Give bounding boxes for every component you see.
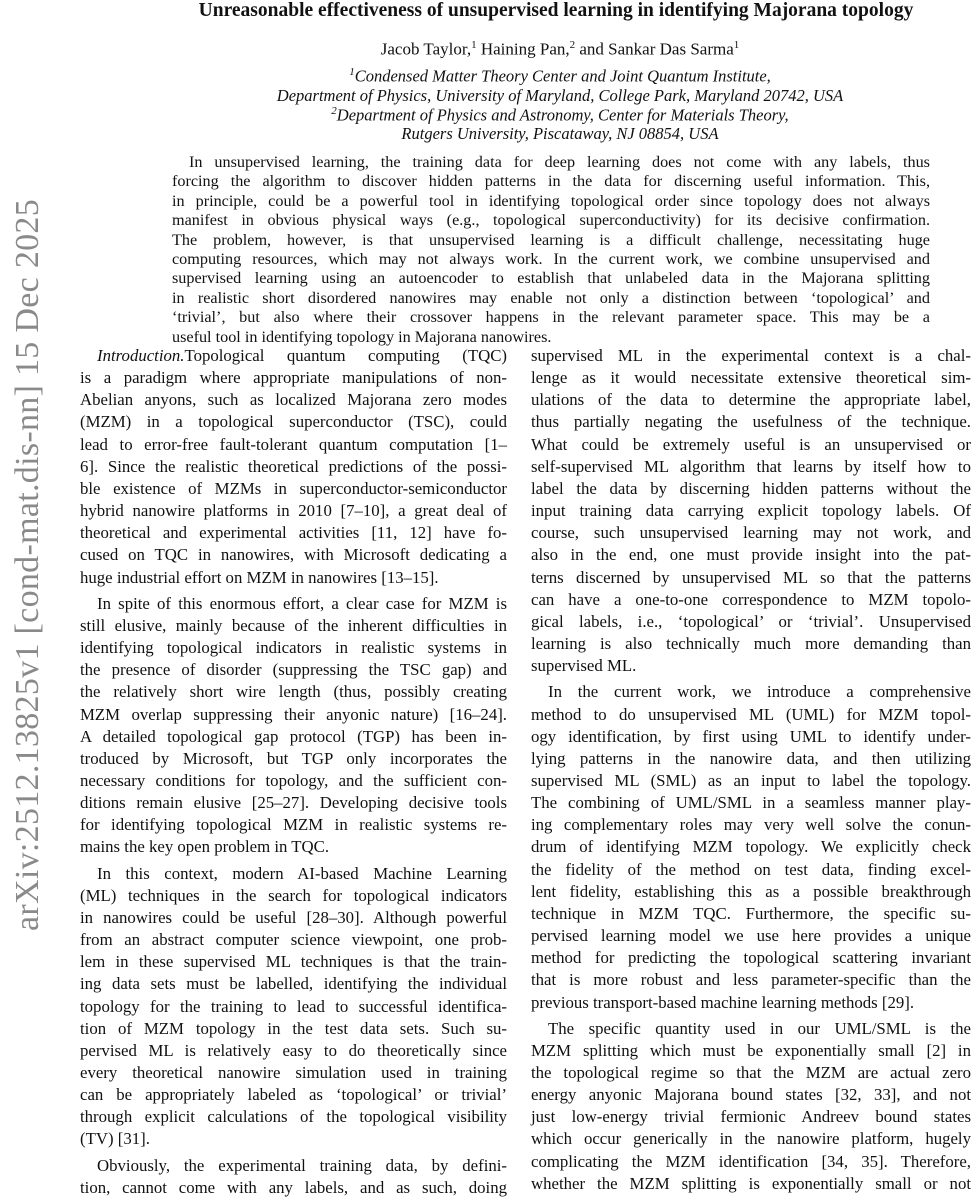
text-line: in realistic short disordered nanowires may enable not only a distinction between ‘topological’ and <box>172 288 930 307</box>
text-line: energy anyonic Majorana bound states [32, 33], and not <box>531 1085 971 1105</box>
text-line: The problem, however, is that unsupervised learning is a difficult challenge, necessitating huge <box>172 230 930 249</box>
text-line: In unsupervised learning, the training data for deep learning does not come with any labels, thus <box>189 153 930 171</box>
text-line: also in the end, one must provide insight into the pat- <box>531 545 971 565</box>
affiliation-text: Department of Physics, University of Maryland, College Park, Maryland 20742, USA <box>276 86 844 105</box>
text-line: can have a one-to-one correspondence to MZM topolo- <box>531 589 971 609</box>
text-line: pervised learning model we use here provides a unique <box>531 926 971 946</box>
arxiv-identifier-stamp[interactable]: arXiv:2512.13825v1 [cond-mat.dis-nn] 15 Dec 2025 <box>9 198 46 931</box>
paragraph <box>80 863 507 1151</box>
text-line: topology for the training to lead to successful identifica- <box>80 996 507 1016</box>
text-line: terns discerned by unsupervised ML so that the patterns <box>531 567 971 587</box>
text-line: hybrid nanowire platforms in 2010 [7–10], a great deal of <box>80 501 507 521</box>
text-line: huge industrial effort on MZM in nanowires [13–15]. <box>80 567 439 587</box>
text-line: that is more robust and less parameter-specific than the <box>531 970 971 990</box>
text-line: tion, cannot come with any labels, and as such, doing <box>80 1177 507 1197</box>
text-line: still elusive, mainly because of the inherent difficulties in <box>80 615 507 635</box>
affiliation-marker: 2 <box>331 105 337 117</box>
affiliation-marker: 2 <box>569 39 576 51</box>
text-line: mains the key open problem in TQC. <box>80 837 330 857</box>
affiliation-text: Department of Physics and Astronomy, Center for Materials Theory, <box>336 105 789 125</box>
text-line: through explicit calculations of the topological visibility <box>80 1107 507 1127</box>
text-line: useful tool in identifying topology in Majorana nanowires. <box>172 327 552 346</box>
text-line: from an abstract computer science viewpoint, one prob- <box>80 930 507 950</box>
text-line: Abelian anyons, such as localized Majorana zero modes <box>80 390 507 410</box>
text-line: ble existence of MZMs in superconductor-semiconductor <box>80 478 507 498</box>
affiliation-text: Condensed Matter Theory Center and Joint Quantum Institute, <box>354 66 771 86</box>
author-name: Jacob Taylor, <box>380 39 472 59</box>
text-line: method for predicting the topological scattering invariant <box>531 948 971 968</box>
paragraph <box>80 593 507 859</box>
text-line: identifying topological indicators in realistic systems in <box>80 638 507 658</box>
text-line: whether the MZM splitting is exponentially small or not <box>531 1173 971 1193</box>
text-line: thus partially negating the usefulness of the technique. <box>531 412 971 432</box>
text-line: in nanowires could be useful [28–30]. Although powerful <box>80 907 507 927</box>
text-line: necessary conditions for topology, and the sufficient con- <box>80 770 507 790</box>
text-line: ing data sets must be labelled, identifying the individual <box>80 974 507 994</box>
text-line: lem in these supervised ML techniques is that the train- <box>80 952 507 972</box>
text-line: just low-energy trivial fermionic Andreev bound states <box>531 1107 971 1127</box>
paragraph <box>531 345 971 677</box>
text-line: 6]. Since the realistic theoretical predictions of the possi- <box>80 456 507 476</box>
intro-first-line <box>80 345 507 367</box>
text-line: (MZM) in a topological superconductor (TSC), could <box>80 412 507 432</box>
text-line: tion of MZM topology in the test data sets. Such su- <box>80 1018 507 1038</box>
affiliation-line <box>140 66 972 87</box>
text-line: in principle, could be a powerful tool in identifying topological order since topology does not always <box>172 191 930 210</box>
text-line: supervised learning using an autoencoder to establish that unlabeled data in the Majorana splitting <box>172 269 930 288</box>
text-line: previous transport-based machine learning methods [29]. <box>531 992 915 1012</box>
affiliation-line <box>140 105 972 126</box>
text-line: lenge as it would necessitate extensive theoretical sim- <box>531 368 971 388</box>
text-line: Obviously, the experimental training data, by defini- <box>97 1155 507 1175</box>
text-line: Topological quantum computing (TQC) <box>184 346 507 365</box>
text-line: MZM splitting which must be exponentially small [2] in <box>531 1040 971 1060</box>
affiliation-marker: 1 <box>349 66 355 78</box>
text-line: (TV) [31]. <box>80 1129 150 1149</box>
text-line: In the current work, we introduce a comprehensive <box>548 682 971 702</box>
text-line: method to do unsupervised ML (UML) for MZM topol- <box>531 704 971 724</box>
text-line: lent fidelity, establishing this as a possible breakthrough <box>531 881 971 901</box>
text-line: the fidelity of the method on test data, finding excel- <box>531 859 971 879</box>
text-line: supervised ML. <box>531 656 637 676</box>
affiliation-marker: 1 <box>471 39 477 51</box>
text-line: the relatively short wire length (thus, possibly creating <box>80 682 507 702</box>
text-line: ulations of the data to determine the appropriate label, <box>531 390 971 410</box>
text-line: In spite of this enormous effort, a clear case for MZM is <box>97 593 507 613</box>
author-name: Haining Pan, <box>476 39 570 59</box>
text-line: supervised ML (SML) as an input to label the topology. <box>531 770 971 790</box>
text-line: ing complementary roles may very well solve the conun- <box>531 815 971 835</box>
author-list <box>140 39 972 60</box>
right-column <box>531 345 971 1199</box>
text-line: ogy identification, by first using UML to identify under- <box>531 726 971 746</box>
text-line: A detailed topological gap protocol (TGP) has been in- <box>80 726 507 746</box>
affiliation-line <box>140 86 972 106</box>
text-line: input training data carrying explicit topology labels. Of <box>531 501 971 521</box>
text-line: every theoretical nanowire simulation used in training <box>80 1063 507 1082</box>
text-line: technique in MZM TQC. Furthermore, the specific su- <box>531 903 971 923</box>
text-line: the presence of disorder (suppressing the TSC gap) and <box>80 660 507 680</box>
section-heading-introduction: Introduction. <box>97 346 185 365</box>
text-line: lead to error-free fault-tolerant quantum computation [1– <box>80 434 507 454</box>
text-line: drum of identifying MZM topology. We explicitly check <box>531 837 971 857</box>
text-line: cused on TQC in nanowires, with Microsoft dedicating a <box>80 545 507 565</box>
text-line: MZM overlap suppressing their anyonic nature) [16–24]. <box>80 704 507 724</box>
paragraph <box>531 681 971 1013</box>
text-line: The combining of UML/SML in a seamless manner play- <box>531 793 971 813</box>
paper-title: Unreasonable effectiveness of unsupervised learning in identifying Majorana topology <box>198 0 914 21</box>
text-line: computing resources, which may not always work. In the current work, we combine unsupervised and <box>172 250 930 269</box>
text-line: troduced by Microsoft, but TGP only incorporates the <box>80 748 507 768</box>
affiliation-text: Rutgers University, Piscataway, NJ 08854, USA <box>401 124 719 143</box>
text-line: which occur generically in the nanowire platform, hugely <box>531 1129 971 1149</box>
text-line: In this context, modern AI-based Machine Learning <box>97 863 507 883</box>
text-line: pervised ML is relatively easy to do theoretically since <box>80 1040 507 1060</box>
text-line: The specific quantity used in our UML/SML is the <box>548 1018 971 1038</box>
text-line: label the data by discerning hidden patterns without the <box>531 478 971 498</box>
paragraph <box>80 345 507 589</box>
text-line: self-supervised ML algorithm that learns by itself how to <box>531 456 971 476</box>
text-line: complicating the MZM identification [34, 35]. Therefore, <box>531 1151 971 1171</box>
text-line: course, such unsupervised learning may not work, and <box>531 523 971 543</box>
text-line: the topological regime so that the MZM are actual zero <box>531 1063 971 1082</box>
text-line: ditions remain elusive [25–27]. Developing decisive tools <box>80 793 507 813</box>
text-line: manifest in obvious physical ways (e.g., topological superconductivity) for its decisive confirmation. <box>172 211 930 230</box>
text-line: is a paradigm where appropriate manipulations of non- <box>80 368 507 388</box>
left-column <box>80 345 507 1203</box>
text-line: ‘trivial’, but also where their crossover happens in the relevant parameter space. This may be a <box>172 308 930 327</box>
paragraph <box>80 1155 507 1199</box>
paragraph <box>531 1018 971 1195</box>
author-name: and Sankar Das Sarma <box>575 39 734 59</box>
affiliation-marker: 1 <box>733 39 740 51</box>
text-line: lying patterns in the nanowire data, and then utilizing <box>531 748 971 768</box>
text-line: for identifying topological MZM in realistic systems re- <box>80 815 507 835</box>
text-line: What could be extremely useful is an unsupervised or <box>531 434 971 454</box>
text-line: gical labels, i.e., ‘topological’ or ‘trivial’. Unsupervised <box>531 611 971 631</box>
text-line: learning is also technically much more demanding than <box>531 634 971 654</box>
text-line: can be appropriately labeled as ‘topological’ or trivial’ <box>80 1085 507 1105</box>
text-line: forcing the algorithm to discover hidden patterns in the data for discerning useful information. This, <box>172 172 930 191</box>
text-line: supervised ML in the experimental context is a chal- <box>531 346 971 365</box>
text-line: theoretical and experimental activities [11, 12] have fo- <box>80 523 507 543</box>
affiliation-line <box>140 124 972 144</box>
text-line: (ML) techniques in the search for topological indicators <box>80 885 507 905</box>
abstract <box>172 153 930 347</box>
